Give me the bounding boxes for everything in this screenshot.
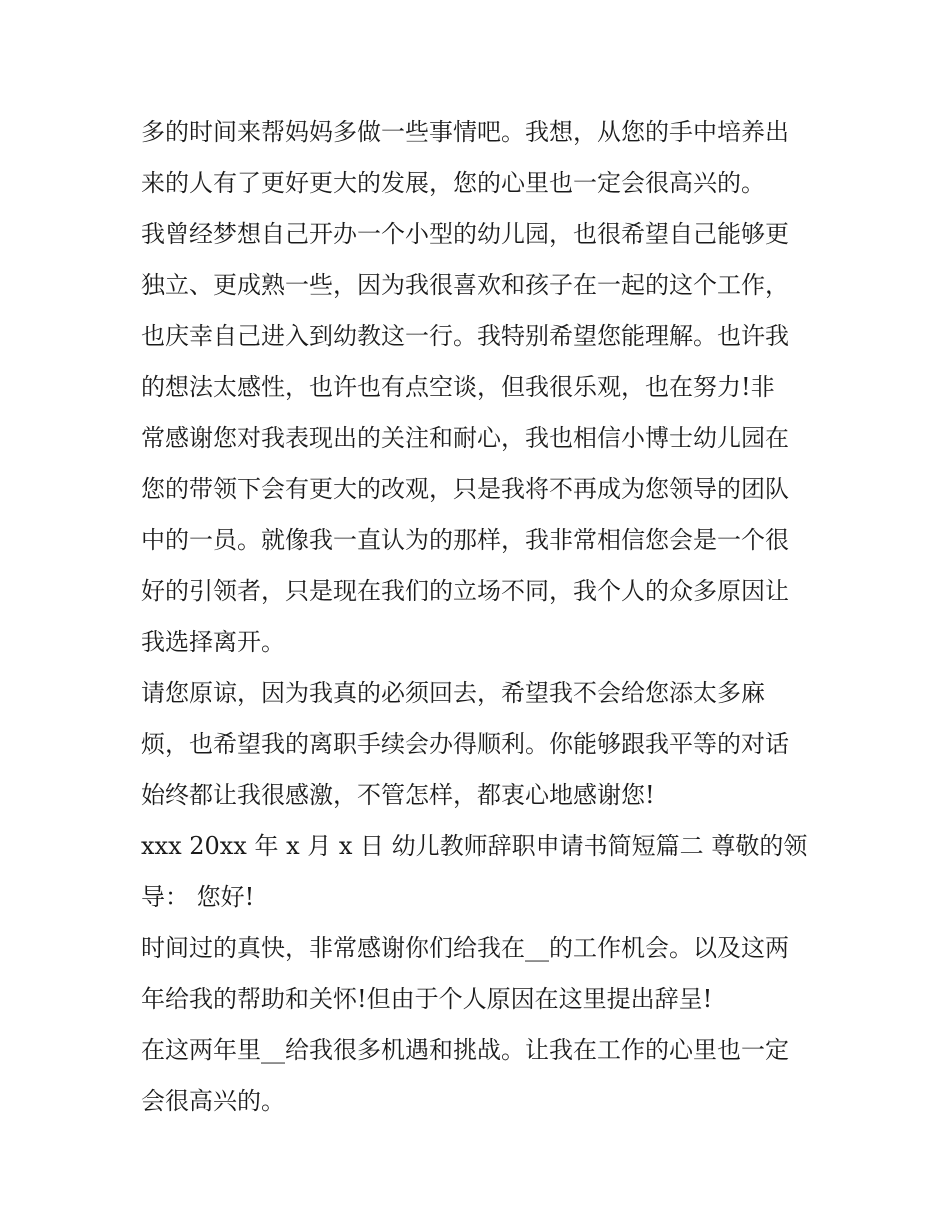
text-line: 烦，也希望我的离职手续会办得顺利。你能够跟我平等的对话 <box>141 730 789 758</box>
text-line: 在这两年里__给我很多机遇和挑战。让我在工作的心里也一定 <box>141 1036 789 1064</box>
text-line: 多的时间来帮妈妈多做一些事情吧。我想，从您的手中培养出 <box>141 118 789 146</box>
body-text <box>141 107 821 1127</box>
text-line: 也庆幸自己进入到幼教这一行。我特别希望您能理解。也许我 <box>141 322 789 350</box>
text-line: 年给我的帮助和关怀!但由于个人原因在这里提出辞呈! <box>141 985 713 1013</box>
text-line: 请您原谅，因为我真的必须回去，希望我不会给您添太多麻 <box>141 679 765 707</box>
text-line: xxx 20xx 年 x 月 x 日 幼儿教师辞职申请书简短篇二 尊敬的领 <box>141 832 808 860</box>
text-line: 常感谢您对我表现出的关注和耐心，我也相信小博士幼儿园在 <box>141 424 789 452</box>
text-line: 导： 您好! <box>141 883 255 911</box>
text-line: 时间过的真快，非常感谢你们给我在__的工作机会。以及这两 <box>141 934 789 962</box>
text-line: 好的引领者，只是现在我们的立场不同，我个人的众多原因让 <box>141 577 789 605</box>
text-line: 的想法太感性，也许也有点空谈，但我很乐观，也在努力!非 <box>141 373 775 401</box>
text-line: 我曾经梦想自己开办一个小型的幼儿园，也很希望自己能够更 <box>141 220 789 248</box>
text-line: 始终都让我很感激，不管怎样，都衷心地感谢您! <box>141 781 655 809</box>
text-line: 您的带领下会有更大的改观，只是我将不再成为您领导的团队 <box>141 475 789 503</box>
text-line: 会很高兴的。 <box>141 1087 285 1115</box>
text-line: 独立、更成熟一些，因为我很喜欢和孩子在一起的这个工作， <box>141 271 789 299</box>
text-line: 中的一员。就像我一直认为的那样，我非常相信您会是一个很 <box>141 526 789 554</box>
text-line: 我选择离开。 <box>141 628 285 656</box>
text-line: 来的人有了更好更大的发展，您的心里也一定会很高兴的。 <box>141 169 765 197</box>
